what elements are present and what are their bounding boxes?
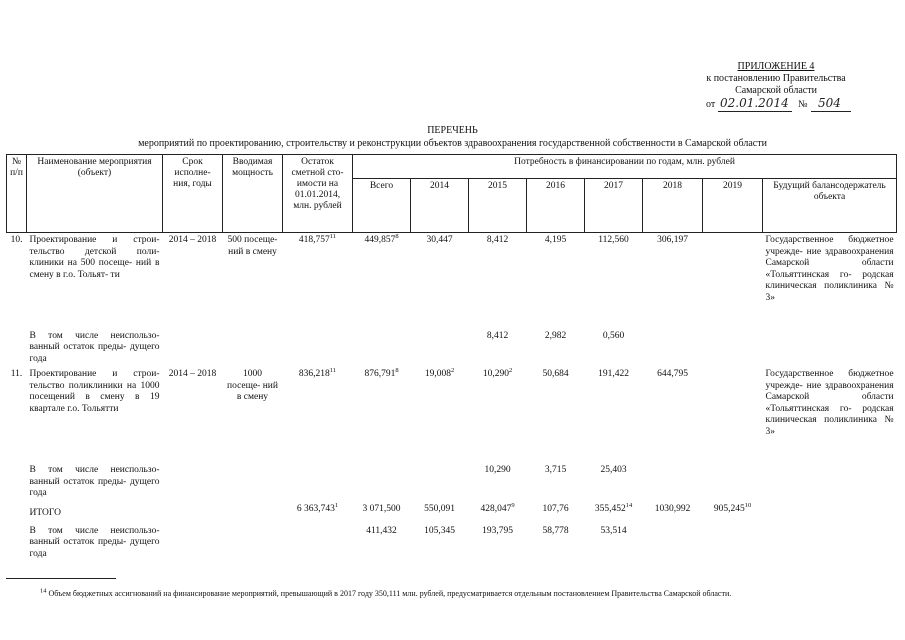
appendix-header bbox=[701, 61, 851, 97]
cell-remainder-value: 836,218 bbox=[298, 369, 330, 379]
cell-y2015-value: 10,290 bbox=[484, 465, 511, 475]
cell-capacity bbox=[223, 233, 283, 329]
table-row bbox=[7, 524, 897, 568]
header-total: Всего bbox=[353, 179, 411, 233]
footnote-separator bbox=[6, 578, 116, 579]
cell-capacity-value: 500 посеще- ний в смену bbox=[227, 235, 278, 257]
cell-y2016-value: 50,684 bbox=[542, 369, 569, 379]
cell-total-value: 411,432 bbox=[366, 525, 397, 536]
cell-name-value: В том числе неиспользо- ванный остаток преды- дущего года bbox=[29, 330, 160, 364]
cell-name-value: Проектирование и строи- тельство поликлиники на 1000 посещений в смену в 19 квартале г.о. Тольятти bbox=[29, 369, 160, 414]
cell-remainder bbox=[283, 524, 353, 568]
cell-y2017-value: 53,514 bbox=[600, 525, 627, 536]
cell-y2019 bbox=[703, 502, 763, 524]
cell-holder bbox=[763, 502, 897, 524]
cell-num bbox=[7, 329, 27, 368]
table-row bbox=[7, 233, 897, 329]
cell-capacity bbox=[223, 329, 283, 368]
financing-table bbox=[6, 154, 897, 568]
cell-y2016 bbox=[527, 463, 585, 502]
cell-name-value: В том числе неиспользо- ванный остаток преды- дущего года bbox=[29, 465, 160, 498]
table-row bbox=[7, 463, 897, 502]
cell-y2018 bbox=[643, 367, 703, 463]
cell-name bbox=[27, 463, 163, 502]
cell-y2015 bbox=[469, 233, 527, 329]
table-row bbox=[7, 502, 897, 524]
cell-y2016-value: 4,195 bbox=[544, 235, 567, 245]
cell-name bbox=[27, 524, 163, 568]
cell-y2015 bbox=[469, 502, 527, 524]
cell-term-value: 2014 – 2018 bbox=[168, 235, 217, 245]
cell-y2014-footnote-ref: 2 bbox=[450, 366, 455, 374]
cell-y2016 bbox=[527, 233, 585, 329]
cell-y2014-value: 30,447 bbox=[426, 235, 453, 245]
cell-y2015-value: 8,412 bbox=[486, 235, 509, 245]
cell-y2015 bbox=[469, 367, 527, 463]
cell-y2015 bbox=[469, 329, 527, 368]
cell-term bbox=[163, 233, 223, 329]
footnote-mark: 14 bbox=[40, 587, 47, 595]
cell-name-value: В том числе неиспользо- ванный остаток преды- дущего года bbox=[29, 525, 160, 559]
cell-name bbox=[27, 329, 163, 368]
cell-y2017 bbox=[585, 233, 643, 329]
cell-holder bbox=[763, 524, 897, 568]
cell-total bbox=[353, 502, 411, 524]
appendix-line2: Самарской области bbox=[735, 85, 817, 96]
cell-y2018-value: 644,795 bbox=[657, 369, 688, 379]
header-num: № п/п bbox=[7, 155, 27, 233]
document-subtitle: мероприятий по проектированию, строительству и реконструкции объектов здравоохранения государственной собственности в Самарской области bbox=[138, 138, 767, 149]
from-label: от bbox=[706, 99, 716, 110]
cell-remainder bbox=[283, 367, 353, 463]
cell-y2016-value: 2,982 bbox=[544, 330, 567, 341]
cell-y2018-value: 1030,992 bbox=[654, 503, 691, 514]
cell-y2017 bbox=[585, 463, 643, 502]
header-holder: Будущий балансодержатель объекта bbox=[763, 179, 897, 233]
cell-y2017-value: 112,560 bbox=[598, 235, 629, 245]
cell-capacity bbox=[223, 502, 283, 524]
cell-num bbox=[7, 233, 27, 329]
cell-total-value: 3 071,500 bbox=[362, 503, 401, 514]
header-2018: 2018 bbox=[643, 179, 703, 233]
cell-holder bbox=[763, 329, 897, 368]
cell-y2017-value: 0,560 bbox=[602, 330, 625, 341]
cell-y2017-value: 355,452 bbox=[594, 503, 626, 514]
cell-y2016-value: 58,778 bbox=[542, 525, 569, 536]
header-2019: 2019 bbox=[703, 179, 763, 233]
decree-number: 504 bbox=[818, 96, 841, 110]
cell-y2014 bbox=[411, 233, 469, 329]
cell-total-footnote-ref: 8 bbox=[395, 366, 399, 374]
cell-y2018-value: 306,197 bbox=[657, 235, 688, 245]
cell-y2019 bbox=[703, 367, 763, 463]
cell-name bbox=[27, 502, 163, 524]
document-title: ПЕРЕЧЕНЬ bbox=[427, 125, 478, 136]
footnote-text: Объем бюджетных ассигнований на финансирование мероприятий, превышающий в 2017 году 350,111 млн. рублей, предусматривается отдельным постановлением Правительства Самарской области. bbox=[48, 589, 732, 598]
cell-y2014 bbox=[411, 329, 469, 368]
cell-y2016 bbox=[527, 367, 585, 463]
cell-y2014-value: 105,345 bbox=[424, 525, 455, 536]
cell-y2018 bbox=[643, 329, 703, 368]
decree-date-number bbox=[706, 98, 866, 114]
cell-y2015 bbox=[469, 524, 527, 568]
cell-y2014-value: 19,008 bbox=[424, 369, 451, 379]
table-row bbox=[7, 367, 897, 463]
cell-y2019 bbox=[703, 233, 763, 329]
cell-y2015-value: 193,795 bbox=[482, 525, 513, 536]
cell-y2016 bbox=[527, 524, 585, 568]
cell-y2017 bbox=[585, 502, 643, 524]
cell-y2019 bbox=[703, 329, 763, 368]
cell-y2016-value: 107,76 bbox=[542, 503, 569, 514]
cell-remainder bbox=[283, 233, 353, 329]
cell-num-value: 10. bbox=[10, 235, 23, 245]
cell-name-value: Проектирование и строи- тельство детской поли- клиники на 500 посеще- ний в смену в г.о. Тольят- ти bbox=[29, 235, 160, 280]
cell-y2019 bbox=[703, 524, 763, 568]
header-2014: 2014 bbox=[411, 179, 469, 233]
table-row bbox=[7, 329, 897, 368]
cell-total bbox=[353, 329, 411, 368]
cell-y2017-footnote-ref: 14 bbox=[625, 501, 633, 509]
cell-y2017 bbox=[585, 524, 643, 568]
cell-y2019 bbox=[703, 463, 763, 502]
cell-remainder bbox=[283, 329, 353, 368]
cell-y2014 bbox=[411, 463, 469, 502]
cell-y2018 bbox=[643, 463, 703, 502]
header-2015: 2015 bbox=[469, 179, 527, 233]
cell-remainder-value: 6 363,743 bbox=[296, 503, 335, 514]
cell-y2015 bbox=[469, 463, 527, 502]
cell-y2014 bbox=[411, 367, 469, 463]
cell-num bbox=[7, 463, 27, 502]
cell-remainder-footnote-ref: 1 bbox=[334, 501, 339, 509]
cell-y2015-footnote-ref: 2 bbox=[508, 366, 513, 374]
cell-y2017 bbox=[585, 329, 643, 368]
cell-name bbox=[27, 233, 163, 329]
header-name: Наименование мероприятия (объект) bbox=[27, 155, 163, 233]
header-remainder: Остаток сметной сто- имости на 01.01.2014, млн. рублей bbox=[283, 155, 353, 233]
footnote bbox=[40, 589, 890, 598]
header-2017: 2017 bbox=[585, 179, 643, 233]
cell-y2014 bbox=[411, 524, 469, 568]
cell-total bbox=[353, 367, 411, 463]
cell-num-value: 11. bbox=[10, 369, 23, 379]
cell-total bbox=[353, 463, 411, 502]
cell-num bbox=[7, 367, 27, 463]
cell-remainder bbox=[283, 502, 353, 524]
cell-term bbox=[163, 524, 223, 568]
cell-y2015-footnote-ref: 9 bbox=[511, 501, 515, 509]
cell-y2017-value: 191,422 bbox=[598, 369, 629, 379]
cell-y2018 bbox=[643, 524, 703, 568]
cell-capacity bbox=[223, 463, 283, 502]
cell-y2015-value: 428,047 bbox=[480, 503, 512, 514]
cell-remainder-value: 418,757 bbox=[298, 235, 330, 245]
cell-num bbox=[7, 524, 27, 568]
cell-capacity-value: 1000 посеще- ний в смену bbox=[227, 369, 278, 402]
cell-term bbox=[163, 502, 223, 524]
cell-y2016 bbox=[527, 329, 585, 368]
cell-num bbox=[7, 502, 27, 524]
document-title-block bbox=[0, 124, 905, 150]
header-term: Срок исполне- ния, годы bbox=[163, 155, 223, 233]
cell-y2016 bbox=[527, 502, 585, 524]
appendix-line1: к постановлению Правительства bbox=[706, 73, 846, 84]
cell-remainder bbox=[283, 463, 353, 502]
cell-total bbox=[353, 233, 411, 329]
appendix-title: ПРИЛОЖЕНИЕ 4 bbox=[737, 61, 815, 72]
cell-y2019-value: 905,245 bbox=[713, 503, 745, 514]
cell-total-footnote-ref: 8 bbox=[395, 232, 399, 240]
cell-holder-value: Государственное бюджетное учрежде- ние здравоохранения Самарской области «Тольяттинская го- родская клиническая поликлиника № 3» bbox=[765, 235, 894, 303]
cell-term bbox=[163, 463, 223, 502]
cell-y2017 bbox=[585, 367, 643, 463]
cell-holder bbox=[763, 463, 897, 502]
cell-term bbox=[163, 329, 223, 368]
cell-term bbox=[163, 367, 223, 463]
cell-y2018 bbox=[643, 502, 703, 524]
cell-y2014 bbox=[411, 502, 469, 524]
cell-total-value: 876,791 bbox=[364, 369, 396, 379]
cell-y2014-value: 550,091 bbox=[424, 503, 455, 514]
number-label: № bbox=[798, 99, 808, 110]
cell-capacity bbox=[223, 524, 283, 568]
cell-name-value: ИТОГО bbox=[29, 507, 62, 518]
decree-date: 02.01.2014 bbox=[720, 96, 789, 110]
cell-name bbox=[27, 367, 163, 463]
cell-term-value: 2014 – 2018 bbox=[168, 369, 217, 379]
cell-y2016-value: 3,715 bbox=[544, 465, 567, 475]
cell-y2017-value: 25,403 bbox=[600, 465, 627, 475]
cell-capacity bbox=[223, 367, 283, 463]
cell-y2018 bbox=[643, 233, 703, 329]
cell-holder bbox=[763, 367, 897, 463]
cell-y2015-value: 10,290 bbox=[482, 369, 509, 379]
header-financing: Потребность в финансировании по годам, млн. рублей bbox=[353, 155, 897, 179]
header-capacity: Вводимая мощность bbox=[223, 155, 283, 233]
cell-y2015-value: 8,412 bbox=[486, 330, 509, 341]
cell-total bbox=[353, 524, 411, 568]
header-2016: 2016 bbox=[527, 179, 585, 233]
cell-remainder-footnote-ref: 11 bbox=[329, 232, 337, 240]
cell-y2019-footnote-ref: 10 bbox=[744, 501, 752, 509]
cell-holder-value: Государственное бюджетное учрежде- ние здравоохранения Самарской области «Тольяттинская го- родская клиническая поликлиника № 3» bbox=[765, 369, 894, 437]
cell-holder bbox=[763, 233, 897, 329]
cell-remainder-footnote-ref: 11 bbox=[329, 366, 337, 374]
cell-total-value: 449,857 bbox=[364, 235, 396, 245]
